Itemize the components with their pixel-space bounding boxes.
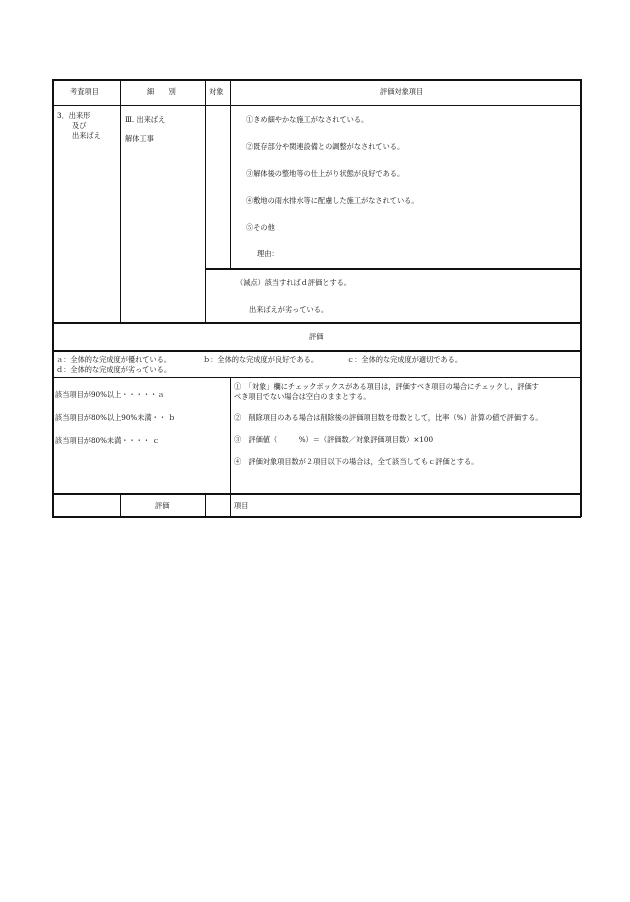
header-target: 対象	[209, 87, 224, 96]
category-line3: 出来ばえ	[72, 131, 101, 140]
grade-b: ｂ：全体的な完成度が良好である。	[203, 355, 319, 364]
note-3: ③ 評価値（ %）＝（評価数／対象評価項目数）×100	[234, 435, 434, 444]
header-inspection-item: 考査項目	[70, 87, 99, 96]
note-4: ④ 評価対象項目数が２項目以下の場合は，全て該当してもｃ評価とする。	[234, 457, 479, 466]
grade-d: ｄ：全体的な完成度が劣っている。	[56, 365, 172, 374]
note-2: ② 削除項目のある場合は削除後の評価項目数を母数として，比率（%）計算の値で評価する。	[234, 413, 543, 422]
evaluation-title-bottom-border	[52, 350, 581, 352]
deduction-item: 出来ばえが劣っている。	[249, 305, 329, 314]
evaluation-item: ①きめ細やかな施工がなされている。	[246, 115, 369, 124]
header-subdivision: 細 別	[147, 87, 176, 96]
table-top-border	[52, 79, 581, 81]
threshold-a: 該当項目が90%以上・・・・・ａ	[55, 390, 165, 399]
category-line2: 及び	[72, 121, 87, 130]
grade-a: ａ：全体的な完成度が優れている。	[56, 355, 172, 364]
footer-eval-label: 評価	[155, 501, 170, 510]
col-divider-3	[230, 79, 231, 269]
notes-bottom-border	[52, 493, 581, 495]
subcategory-line2: 解体工事	[125, 134, 154, 143]
deduction-title: （減点）該当すればｄ評価とする。	[236, 278, 352, 287]
table-left-border	[52, 79, 54, 517]
note-1-continued: べき項目でない場合は空白のままとする。	[234, 392, 371, 401]
note-1: ① 「対象」欄にチェックボックスがある項目は，評価すべき項目の場合にチェックし，評価す	[234, 382, 539, 391]
evaluation-item: ②既存部分や関連設備との調整がなされている。	[246, 142, 405, 151]
footer-divider-2	[205, 493, 206, 517]
grade-c: ｃ：全体的な完成度が適切である。	[347, 355, 463, 364]
table-right-border	[580, 79, 582, 517]
evaluation-title: 評価	[309, 332, 324, 341]
evaluation-item: ⑤その他	[246, 223, 275, 232]
col-divider-2	[205, 79, 206, 323]
threshold-notes-divider	[230, 377, 231, 494]
threshold-b: 該当項目が80%以上90%未満・・ ｂ	[55, 413, 176, 422]
footer-divider-1	[120, 493, 121, 517]
evaluation-item: ④敷地の雨水排水等に配慮した施工がなされている。	[246, 196, 419, 205]
header-evaluation-items: 評価対象項目	[380, 87, 424, 96]
main-section-bottom-border	[52, 322, 581, 324]
deduction-top-border	[205, 268, 581, 270]
table-bottom-border	[52, 516, 581, 518]
footer-item-label: 項目	[234, 501, 249, 510]
header-bottom-border	[52, 105, 581, 106]
grades-bottom-border	[52, 377, 581, 378]
threshold-c: 該当項目が80%未満・・・・ ｃ	[55, 436, 160, 445]
evaluation-item: ③解体後の整地等の仕上がり状態が良好である。	[246, 169, 405, 178]
footer-divider-3	[230, 493, 231, 517]
reason-label: 理由：	[257, 249, 279, 258]
col-divider-1	[120, 79, 121, 323]
category-number: 3．出来形	[57, 111, 91, 120]
subcategory-line1: Ⅲ. 出来ばえ	[125, 115, 166, 124]
